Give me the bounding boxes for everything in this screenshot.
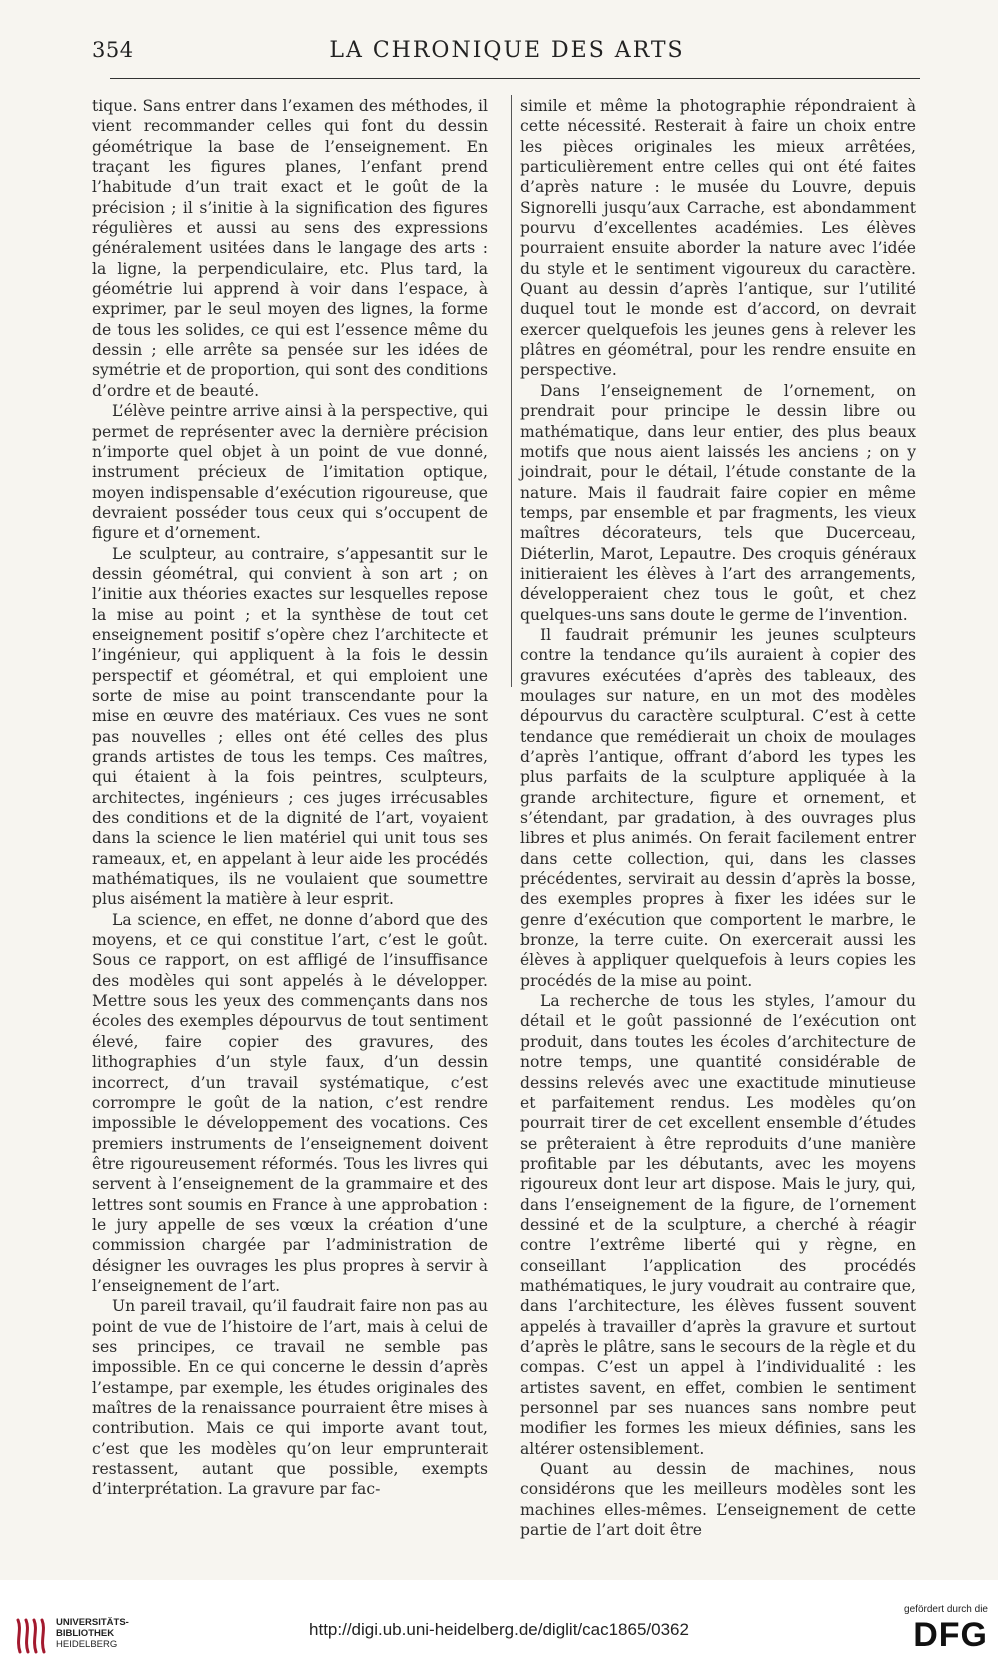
dfg-logo: DFG: [913, 1616, 988, 1654]
paragraph: simile et même la photographie répondraient à cette nécessité. Resterait à faire un choix entre les pièces originales les mieux arrêtées, particulièrement entre celles qui ont été faites d’après nature : le musée du Louvre, depuis Signorelli jusqu’aux Carrache, est abondamment pourvu d’excellentes académies. Les élèves pourraient ensuite aborder la nature avec l’idée du style et le sentiment vigoureux du caractère. Quant au dessin d’après l’antique, sur l’utilité duquel tout le monde est d’accord, on devrait exercer quelquefois les jeunes gens à relever les plâtres en géométral, pour les rendre ensuite en perspective.: [520, 97, 916, 380]
sponsor-label: gefördert durch die: [904, 1604, 988, 1615]
page-footer: [0, 1580, 998, 1667]
paragraph: Quant au dessin de machines, nous considérons que les meilleurs modèles sont les machines elles-mêmes. L’enseignement de cette partie de l’art doit être: [520, 1460, 916, 1540]
paragraph: Il faudrait prémunir les jeunes sculpteurs contre la tendance qu’ils auraient à copier des gravures exécutées d’après des tableaux, des moulages sur nature, en un mot des modèles dépourvus du caractère sculptural. C’est à cette tendance que remédierait un choix de moulages d’après l’antique, offrant d’abord les types les plus parfaits de la sculpture appliquée à la grande architecture, figure et ornement, et s’étendant, par gradation, à des ouvrages plus libres et plus animés. On ferait facilement entrer dans cette collection, qui, dans les classes précédentes, servirait au dessin d’après la bosse, des exemples propres à fixer les idées sur le genre d’exécution que comportent le marbre, le bronze, la terre cuite. On exercerait aussi les élèves à appliquer quelquefois à leurs copies les procédés de la mise au point.: [520, 625, 916, 990]
sponsor-block: [904, 1604, 988, 1653]
paragraph: La recherche de tous les styles, l’amour du détail et le goût passionné de l’exécution ont produit, dans toutes les écoles d’architecture de notre temps, une quantité considérable de dessins relevés avec une exactitude minutieuse et parfaitement rendus. Les modèles qu’on pourrait tirer de cet excellent ensemble d’études se prêteraient à être reproduits d’une manière profitable par les débutants, avec les moyens rigoureux dont leur art dispose. Mais le jury, qui, dans l’enseignement de la figure, de l’ornement dessiné et de la sculpture, a cherché à réagir contre l’extrême liberté qui y règne, en conseillant l’application des procédés mathématiques, le jury voudrait au contraire que, dans l’architecture, les élèves fussent souvent appelés à travailler d’après la gravure et surtout d’après le plâtre, sans le secours de la règle et du compas. C’est un appel à l’individualité : les artistes savent, en effet, combien le sentiment personnel par ses nuances sans nombre peut modifier les formes les mieux définies, sans les altérer ostensiblement.: [520, 992, 916, 1458]
paragraph: Un pareil travail, qu’il faudrait faire non pas au point de vue de l’histoire de l’art, mais à celui de ses principes, ce travail ne semble pas impossible. En ce qui concerne le dessin d’après l’estampe, par exemple, les études originales des maîtres de la renaissance pourraient être mises à contribution. Mais ce qui importe avant tout, c’est que les modèles qu’on leur emprunterait restassent, autant que possible, exempts d’interprétation. La gravure par fac-: [92, 1297, 488, 1499]
library-name-line: BIBLIOTHEK: [56, 1628, 115, 1639]
column-divider: [511, 95, 512, 687]
paragraph: tique. Sans entrer dans l’examen des méthodes, il vient recommander celles qui font du dessin géométrique la base de l’enseignement. En traçant les figures planes, l’enfant prend l’habitude d’un trait exact et le goût de la précision ; il s’initie à la signification des figures régulières et aussi au sens des expressions généralement usitées dans le langage des arts : la ligne, la perpendiculaire, etc. Plus tard, la géométrie lui apprend à voir dans l’espace, à exprimer, par le seul moyen des lignes, la forme de tous les solides, ce qui est l’essence même du dessin ; elle arrête sa pensée sur les idées de symétrie et de proportion, qui sont des conditions d’ordre et de beauté.: [92, 97, 488, 400]
paragraph: Dans l’enseignement de l’ornement, on prendrait pour principe le dessin libre ou mathématique, dans leur entier, des plus beaux motifs que nous aient laissés les anciens ; on y joindrait, pour le détail, l’étude constante de la nature. Mais il faudrait faire copier en même temps, par ensemble et par fragments, les vieux maîtres décorateurs, tels que Ducerceau, Diéterlin, Marot, Lepautre. Des croquis généraux initieraient les élèves à l’art des arrangements, développeraient chez tous le goût, et chez quelques-uns sans doute le germe de l’invention.: [520, 381, 916, 624]
library-name-line: UNIVERSITÄTS-: [56, 1617, 129, 1628]
page-number: 354: [92, 38, 134, 62]
paragraph: L’élève peintre arrive ainsi à la perspective, qui permet de représenter avec la dernière précision n’importe quel objet à un point de vue donné, instrument précieux de l’imitation optique, moyen indispensable d’exécution rigoureuse, que devraient posséder tous ceux qui s’occupent de figure et d’ornement.: [92, 402, 488, 543]
right-column: [520, 96, 916, 1540]
library-name-line: HEIDELBERG: [56, 1639, 118, 1650]
left-column: [92, 96, 488, 1500]
source-url-link[interactable]: http://digi.ub.uni-heidelberg.de/diglit/cac1865/0362: [309, 1620, 689, 1639]
running-title: LA CHRONIQUE DES ARTS: [329, 38, 685, 63]
paragraph: Le sculpteur, au contraire, s’appesantit sur le dessin géométral, qui convient à son art ; on l’initie aux théories exactes sur lesquelles repose la mise au point ; et la synthèse de tout cet enseignement positif s’opère chez l’architecte et l’ingénieur, qui appliquent à la fois le dessin perspectif et géométral, et qui emploient une sorte de mise au point transcendante pour la mise en œuvre des matériaux. Ces vues ne sont pas nouvelles ; elles ont été celles des plus grands artistes de tous les temps. Ces maîtres, qui étaient à la fois peintres, sculpteurs, architectes, ingénieurs ; ces juges irrécusables des conditions et de la dignité de l’art, voyaient dans la science le lien matériel qui unit tous ses rameaux, et, en appelant à leur aide les procédés mathématiques, ils ne voulaient que soumettre plus aisément la matière à leur esprit.: [92, 544, 488, 909]
paragraph: La science, en effet, ne donne d’abord que des moyens, et ce qui constitue l’art, c’est le goût. Sous ce rapport, on est affligé de l’insuffisance des modèles qui sont appelés à le développer. Mettre sous les yeux des commençants dans nos écoles des exemples dépourvus de tout sentiment élevé, faire copier des gravures, des lithographies d’un style faux, d’un dessin incorrect, d’un travail systématique, c’est corrompre le goût de la nation, c’est rendre impossible le développement des vocations. Ces premiers instruments de l’enseignement doivent être rigoureusement réformés. Tous les livres qui servent à l’enseignement de la grammaire et des lettres sont soumis en France à une approbation : le jury appelle de ses vœux la création d’une commission chargée par l’administration de désigner les ouvrages les plus propres à servir à l’enseignement de l’art.: [92, 910, 488, 1295]
page-header: [92, 38, 922, 66]
header-rule: [110, 78, 920, 79]
